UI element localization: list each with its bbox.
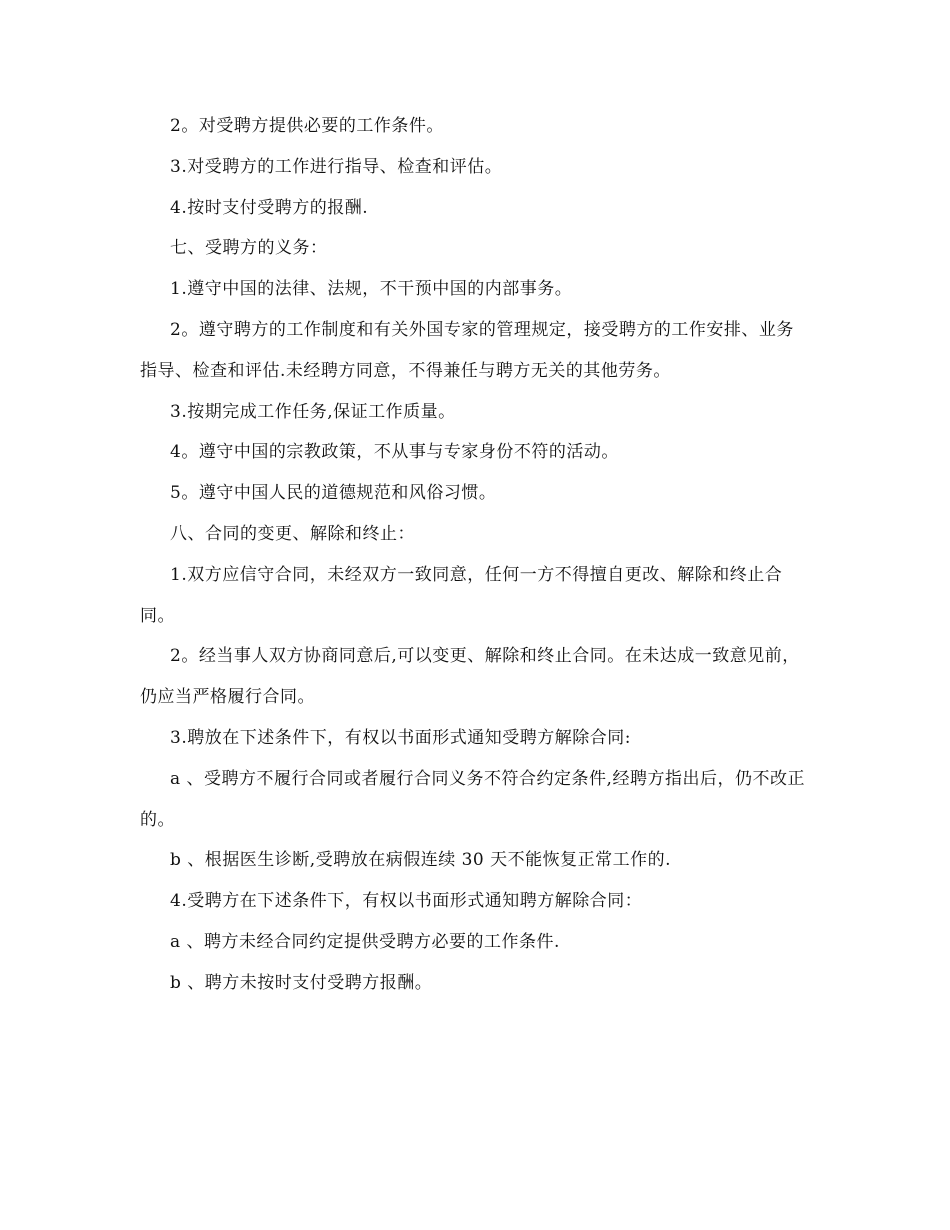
paragraph-change-3: 3.聘放在下述条件下，有权以书面形式通知受聘方解除合同: (170, 727, 631, 748)
paragraph-change-1: 1.双方应信守合同，未经双方一致同意，任何一方不得擅自更改、解除和终止合同。 (140, 564, 783, 626)
paragraph-change-4: 4.受聘方在下述条件下，有权以书面形式通知聘方解除合同： (170, 891, 643, 912)
paragraph-employer-duty-4: 4.按时支付受聘方的报酬. (170, 197, 369, 218)
section-heading-employee-duties: 七、受聘方的义务： (170, 238, 328, 259)
paragraph-change-2: 2。经当事人双方协商同意后,可以变更、解除和终止合同。在未达成一致意见前，仍应当严格履行合同。 (140, 646, 800, 708)
paragraph-change-4a: a 、聘方未经合同约定提供受聘方必要的工作条件. (170, 931, 560, 952)
paragraph-employee-duty-4: 4。遵守中国的宗教政策，不从事与专家身份不符的活动。 (170, 442, 619, 463)
paragraph-change-4b: b 、聘方未按时支付受聘方报酬。 (170, 972, 433, 993)
paragraph-employer-duty-3: 3.对受聘方的工作进行指导、检查和评估。 (170, 156, 503, 177)
paragraph-employee-duty-5: 5。遵守中国人民的道德规范和风俗习惯。 (170, 483, 497, 504)
paragraph-employer-duty-2: 2。对受聘方提供必要的工作条件。 (170, 116, 444, 136)
document-body (140, 106, 810, 1004)
paragraph-change-3b: b 、根据医生诊断,受聘放在病假连续 30 天不能恢复正常工作的. (170, 850, 672, 871)
paragraph-employee-duty-2: 2。遵守聘方的工作制度和有关外国专家的管理规定，接受聘方的工作安排、业务指导、检查和评估.未经聘方同意，不得兼任与聘方无关的其他劳务。 (140, 319, 794, 381)
paragraph-change-3a: a 、受聘方不履行合同或者履行合同义务不符合约定条件,经聘方指出后，仍不改正的。 (140, 768, 805, 830)
section-heading-contract-changes: 八、合同的变更、解除和终止： (170, 523, 415, 544)
paragraph-employee-duty-3: 3.按期完成工作任务,保证工作质量。 (170, 401, 456, 422)
paragraph-employee-duty-1: 1.遵守中国的法律、法规，不干预中国的内部事务。 (170, 279, 573, 300)
